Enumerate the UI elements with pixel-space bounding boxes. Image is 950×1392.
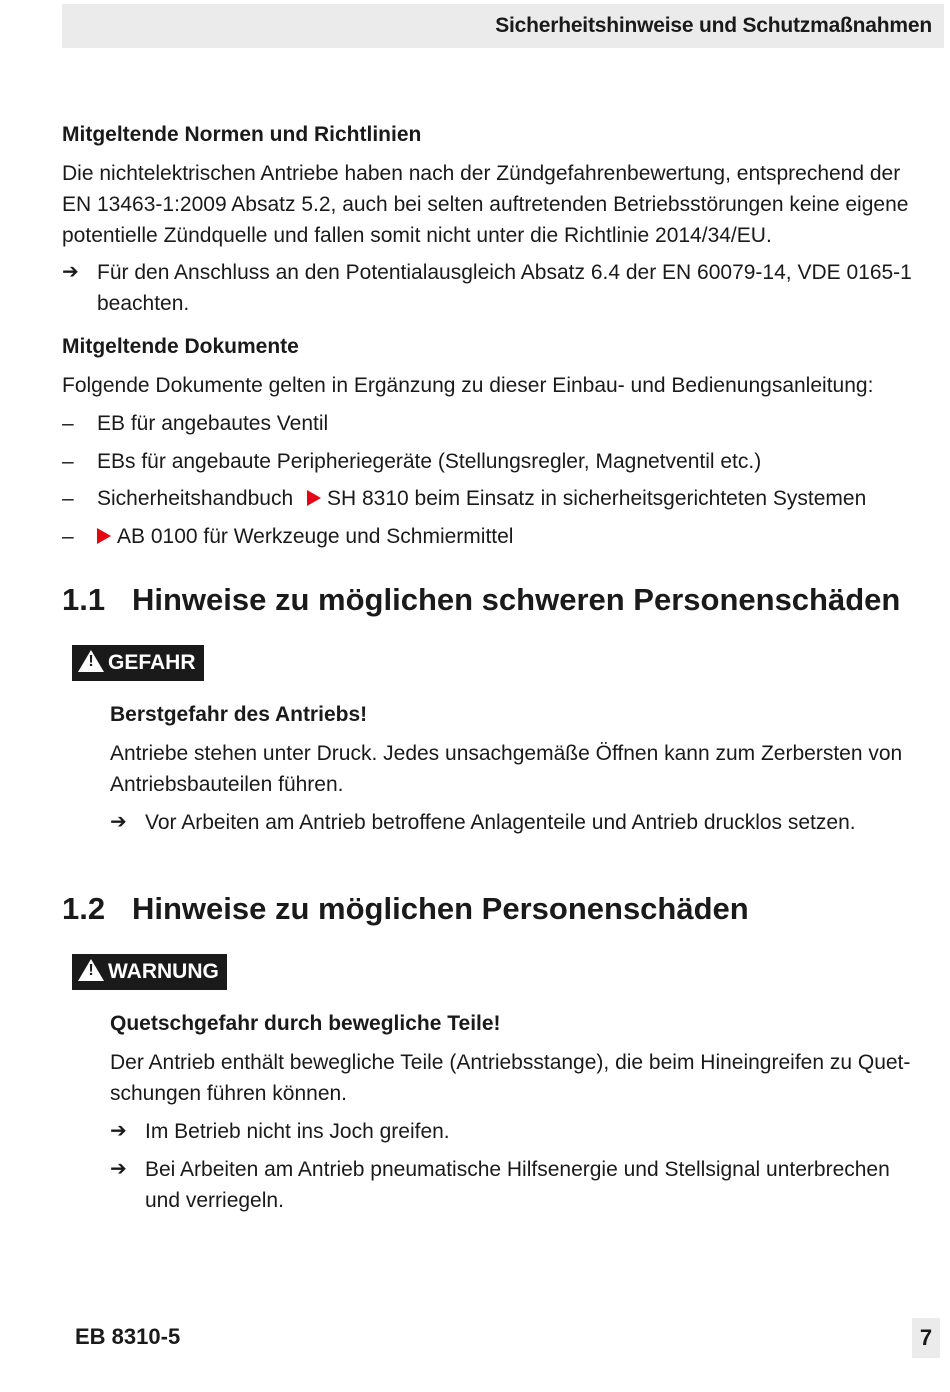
- section-heading: [62, 582, 900, 618]
- dokumente-intro: Folgende Dokumente gelten in Ergänzung zu dieser Einbau- und Bedienungsanleitung:: [62, 374, 874, 397]
- arrow-icon: ➔: [62, 261, 79, 283]
- section-title: Hinweise zu möglichen schweren Personenschäden: [132, 582, 901, 617]
- arrow-icon: ➔: [110, 1158, 127, 1180]
- section-title: Hinweise zu möglichen Personenschäden: [132, 891, 749, 926]
- warning-badge: [72, 954, 227, 990]
- badge-label: WARNUNG: [108, 960, 219, 983]
- warning-line-2: schungen führen können.: [110, 1082, 348, 1105]
- normen-action: [62, 257, 942, 319]
- badge-label: GEFAHR: [108, 651, 196, 674]
- section-number: 1.2: [62, 891, 106, 926]
- warning-title: Berstgefahr des Antriebs!: [110, 703, 368, 726]
- dokumente-item-text: EBs für angebaute Peripheriegeräte (Stellungsregler, Magnetventil etc.): [97, 450, 762, 473]
- dash-marker: –: [62, 487, 74, 510]
- dash-marker: –: [62, 525, 74, 548]
- normen-action-line-1: Für den Anschluss an den Potentialausgleich Absatz 6.4 der EN 60079-14, VDE 0165-1: [97, 261, 912, 284]
- dokumente-item-text: EB für angebautes Ventil: [97, 412, 329, 435]
- warning-action-line-2: und verriegeln.: [145, 1189, 284, 1212]
- section-heading: [62, 891, 749, 927]
- reference-link-ab0100[interactable]: AB 0100 für Werkzeuge und Schmiermittel: [117, 525, 514, 548]
- warning-title: Quetschgefahr durch bewegliche Teile!: [110, 1012, 501, 1035]
- warning-triangle-icon: [78, 959, 104, 981]
- normen-line-2: EN 13463-1:2009 Absatz 5.2, auch bei selten auftretenden Betriebsstörungen keine eigene: [62, 193, 909, 216]
- arrow-icon: ➔: [110, 811, 127, 833]
- page-header: [62, 4, 944, 48]
- dokumente-heading: Mitgeltende Dokumente: [62, 335, 299, 358]
- reference-triangle-icon: [307, 490, 321, 506]
- arrow-icon: ➔: [110, 1120, 127, 1142]
- warning-action-text: Im Betrieb nicht ins Joch greifen.: [145, 1120, 450, 1143]
- normen-heading: Mitgeltende Normen und Richtlinien: [62, 123, 422, 146]
- warning-line-1: Antriebe stehen unter Druck. Jedes unsachgemäße Öffnen kann zum Zerbersten von: [110, 742, 903, 765]
- reference-triangle-icon: [97, 528, 111, 544]
- normen-line-1: Die nichtelektrischen Antriebe haben nach der Zündgefahrenbewertung, entsprechend der: [62, 162, 901, 185]
- warning-line-1: Der Antrieb enthält bewegliche Teile (Antriebsstange), die beim Hineingreifen zu Quet-: [110, 1051, 911, 1074]
- page-number: 7: [912, 1318, 940, 1358]
- danger-badge: [72, 645, 204, 681]
- warning-action-text: Vor Arbeiten am Antrieb betroffene Anlagenteile und Antrieb drucklos setzen.: [145, 811, 856, 834]
- section-number: 1.1: [62, 582, 106, 617]
- normen-action-line-2: beachten.: [97, 292, 190, 315]
- footer-doc-number: EB 8310-5: [75, 1324, 181, 1349]
- reference-link-sh8310[interactable]: SH 8310 beim Einsatz in sicherheitsgerichteten Systemen: [326, 487, 867, 510]
- dokumente-item-text: Sicherheitshandbuch: [97, 487, 294, 510]
- warning-line-2: Antriebsbauteilen führen.: [110, 773, 344, 796]
- dash-marker: –: [62, 450, 74, 473]
- dash-marker: –: [62, 412, 74, 435]
- normen-line-3: potentielle Zündquelle und fallen somit nicht unter die Richtlinie 2014/34/EU.: [62, 224, 772, 247]
- header-title: Sicherheitshinweise und Schutzmaßnahmen: [495, 14, 932, 37]
- warning-action: [110, 1154, 930, 1216]
- warning-triangle-icon: [78, 650, 104, 672]
- warning-action-line-1: Bei Arbeiten am Antrieb pneumatische Hilfsenergie und Stellsignal unterbrechen: [145, 1158, 890, 1181]
